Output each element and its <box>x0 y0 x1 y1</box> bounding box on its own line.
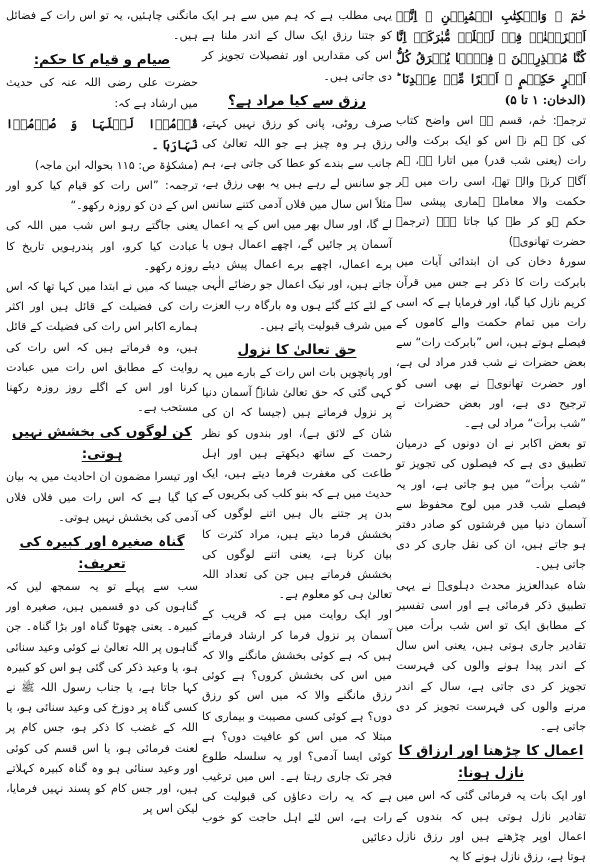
paragraph: اور ایک بات یہ فرمائی گئی کہ اس میں تقادیر نازل ہوتی ہیں کہ بندوں کے اعمال اوپر چڑھتے ہیں اور رزق نازل ہوتا ہے، رزق نازل ہونے کا یہ <box>396 789 586 863</box>
paragraph: حضرت علی رضی اللہ عنہ کی حدیث میں ارشاد ہے کہ: <box>6 76 198 110</box>
paragraph: (مشکوٰۃ ص: ۱۱۵ بحوالہ ابن ماجہ) <box>34 158 198 172</box>
paragraph: مانگنی چاہئیں، یہ تو اس رات کے فضائل ہیں۔ <box>6 9 198 43</box>
section-heading <box>6 531 198 575</box>
section-heading-text: گناہ صغیرہ اور کبیرہ کی تعریف: <box>19 534 185 573</box>
section-heading <box>6 49 198 71</box>
paragraph: ترجمہ: ”اس رات کو قیام کیا کرو اور اس کے دن کو روزہ رکھو۔“ <box>6 179 198 213</box>
section-heading-text: اعمال کا چڑھنا اور ارزاق کا نازل ہونا: <box>398 743 584 782</box>
section-heading-text: حق تعالیٰ کا نزول <box>237 342 357 359</box>
paragraph: ترجمہ: حٰم، قسم ہے اس واضح کتاب کی کہ ہم نے اس کو ایک برکت والی رات (یعنی شب قدر) میں اتارا ہے، ہم آگاہ کرنے والے تھے، اسی رات میں ہر حکمت والا معاملہ ہماری پیشی سے حکم ہو کر طے کیا جاتا ہے۔ (ترجمہ حضرت تھانویؒ) <box>396 114 586 249</box>
section-heading-text: رزق سے کیا مراد ہے؟ <box>228 92 366 109</box>
paragraph: تو بعض اکابر نے ان دونوں کے درمیان تطبیق دی ہے کہ فیصلوں کی تجویز تو ”شب برأت“ میں ہو جاتی ہے، اور یہ فیصلے شب قدر میں لوح محفوظ سے آسمان دنیا میں فرشتوں کو صادر دفتر ہو جاتے ہیں، ان کی نقل جاری کر دی جاتی ہیں۔ <box>396 437 586 572</box>
section-heading <box>396 740 586 784</box>
column-middle <box>202 6 392 844</box>
section-heading <box>6 421 198 465</box>
paragraph: اور پانچویں بات اس رات کے بارے میں یہ کہی گئی کہ حق تعالیٰ شانہٗ آسمان دنیا پر نزول فرماتے ہیں (جیسا کہ ان کی شان کے لائق ہے)، اور بندوں کو نظر رحمت کے ساتھ دیکھتے ہیں اور اہل طاعت کی مغفرت فرما دیتے ہیں، ایک حدیث میں ہے کہ بنو کلب کی بکریوں کے بدن پر جتنے بال ہیں اتنے لوگوں کی بخشش فرما دیتے ہیں، مراد کثرت کا بیان کرنا ہے، یعنی اتنے لوگوں کی بخشش فرماتے ہیں جن کی تعداد اللہ تعالیٰ ہی کو معلوم ہے۔ <box>202 366 392 602</box>
paragraph: سورۂ دخان کی ان ابتدائی آیات میں بابرکت رات کا ذکر ہے جس میں قرآن کریم نازل کیا گیا، اور فرمایا ہے کہ اسی رات میں تمام حکمت والے کاموں کے فیصلے ہوتے ہیں، اس ”بابرکت رات“ سے بعض حضرات نے شب قدر مراد لی ہے، اور حضرت تھانویؒ نے بھی اسی کو ترجیح دی ہے، اور بعض حضرات نے ”شب برأت“ مراد لی ہے۔ <box>396 255 586 431</box>
paragraph: یعنی جاگتے رہو اس شب میں اللہ کی عبادت کیا کرو، اور پندرہویں تاریخ کا روزہ رکھو۔ <box>6 219 198 273</box>
paragraph: اور ایک روایت میں ہے کہ قریب کے آسمان پر نزول فرما کر ارشاد فرماتے ہیں کہ ہے کوئی بخشش مانگنے والا کہ میں اس کی بخشش کروں؟ ہے کوئی رزق مانگنے والا کہ میں اس کو رزق دوں؟ ہے کوئی کسی مصیبت و بیماری کا مبتلا کہ میں اس کو عافیت دوں؟ ہے کوئی ایسا آدمی؟ اور یہ سلسلہ طلوع فجر تک جاری رہتا ہے۔ اس میں ترغیب ہے کہ یہ رات دعاؤں کی قبولیت کی رات ہے، اس لئے اہل حاجت کو خوب دعائیں <box>202 608 392 844</box>
paragraph: اور تیسرا مضمون ان احادیث میں یہ بیان کیا گیا ہے کہ اس رات میں فلاں فلاں آدمی کی بخشش نہیں ہوتی۔ <box>6 470 198 524</box>
paragraph: سب سے پہلے تو یہ سمجھ لیں کہ گناہوں کی دو قسمیں ہیں، صغیرہ اور کبیرہ۔ یعنی چھوٹا گناہ اور بڑا گناہ۔ جن گناہوں پر اللہ تعالیٰ نے کوئی وعید سنائی ہو، یا وعید ذکر کی گئی ہو اس کو کبیرہ کہا جاتا ہے، یا جناب رسول اللہ ﷺ نے کسی گناہ پر دوزخ کی وعید سنائی ہو، یا اللہ کے غضب کا ذکر ہو، جس کام پر لعنت فرمائی ہو، یا اس قسم کی کوئی اور وعید سنائی ہو وہ گناہ کبیرہ کہلاتے ہیں، اور جس کام کو پسند نہیں فرمایا، لیکن اس پر <box>6 580 198 816</box>
paragraph: صرف روٹی، پانی کو رزق نہیں کہتے، رزق ہر وہ چیز ہے جو اللہ تعالیٰ کی جانب سے بندے کو عطا کی جاتی ہے، ہم جو سانس لے رہے ہیں یہ بھی رزق ہے، مثلاً اس سال میں فلاں آدمی کتنے سانس لے گا، اور سال بھر میں اس کے یہ اعمال آسمان پر جائیں گے، اچھے اعمال ہوں یا برے اعمال، اچھے برے اعمال پیش دیئے جاتے ہیں، اور نیک اعمال جو رضائے الٰہی کے لئے کئے گئے ہوں وہ بارگاہ رب العزت میں شرف قبولیت پاتے ہیں۔ <box>202 116 392 332</box>
paragraph: جیسا کہ میں نے ابتدا میں کہا تھا کہ اس رات کی فضیلت کے قائل ہیں اور اکثر ہمارے اکابر اس رات کی فضیلت کے قائل ہیں، وہ فرماتے ہیں کہ اس رات کی روایت کے مطابق اس رات میں عبادت کرنا اور اس کے اگلے روز روزہ رکھنا مستحب ہے۔ <box>6 280 198 415</box>
arabic-verse: قُوۡمُوۡا لَیۡلَہَا وَ صُوۡمُوۡا نَہَارَہَا ۔ <box>6 116 198 152</box>
column-left <box>6 6 198 816</box>
paragraph: شاہ عبدالعزیز محدث دہلویؒ نے یہی تطبیق ذکر فرمائی ہے اور اسی تفسیر کے مطابق ایک تو اس شب برأت میں تقادیر جاری ہوتی ہیں، یعنی اس سال کے اندر پیدا ہونے والوں کی فہرست تجویز کر دی جاتی ہے، سال کے اندر مرنے والوں کی فہرست تجویز کر دی جاتی ہے۔ <box>396 578 586 734</box>
column-right <box>396 6 586 863</box>
section-heading-text: کن لوگوں کی بخشش نہیں ہوتی: <box>12 424 192 463</box>
paragraph: یہی مطلب ہے کہ ہم میں سے ہر ایک کو جتنا رزق ایک سال کے اندر ملنا ہے اس کی مقداریں اور تفصیلات تجویز کر دی جاتی ہیں۔ <box>202 9 392 83</box>
section-heading-text: صیام و قیام کا حکم: <box>33 52 171 69</box>
section-heading <box>202 339 392 361</box>
section-heading <box>202 90 392 112</box>
arabic-verse: حٰمٓ ۚ وَالۡکِتٰبِ الۡمُبِیۡنِ ۙ اِنَّاۤ اَنۡزَلۡنٰہُ فِیۡ لَیۡلَۃٍ مُّبٰرَکَۃٍ اِنَّا کُنَّا مُنۡذِرِیۡنَ ۔ فِیۡہَا یُفۡرَقُ کُلُّ اَمۡرٍ حَکِیۡمٍ ۙ اَمۡرًا مِّنۡ عِنۡدِنَا ؕ (الدخان: ۱ تا ۵) <box>396 9 586 107</box>
